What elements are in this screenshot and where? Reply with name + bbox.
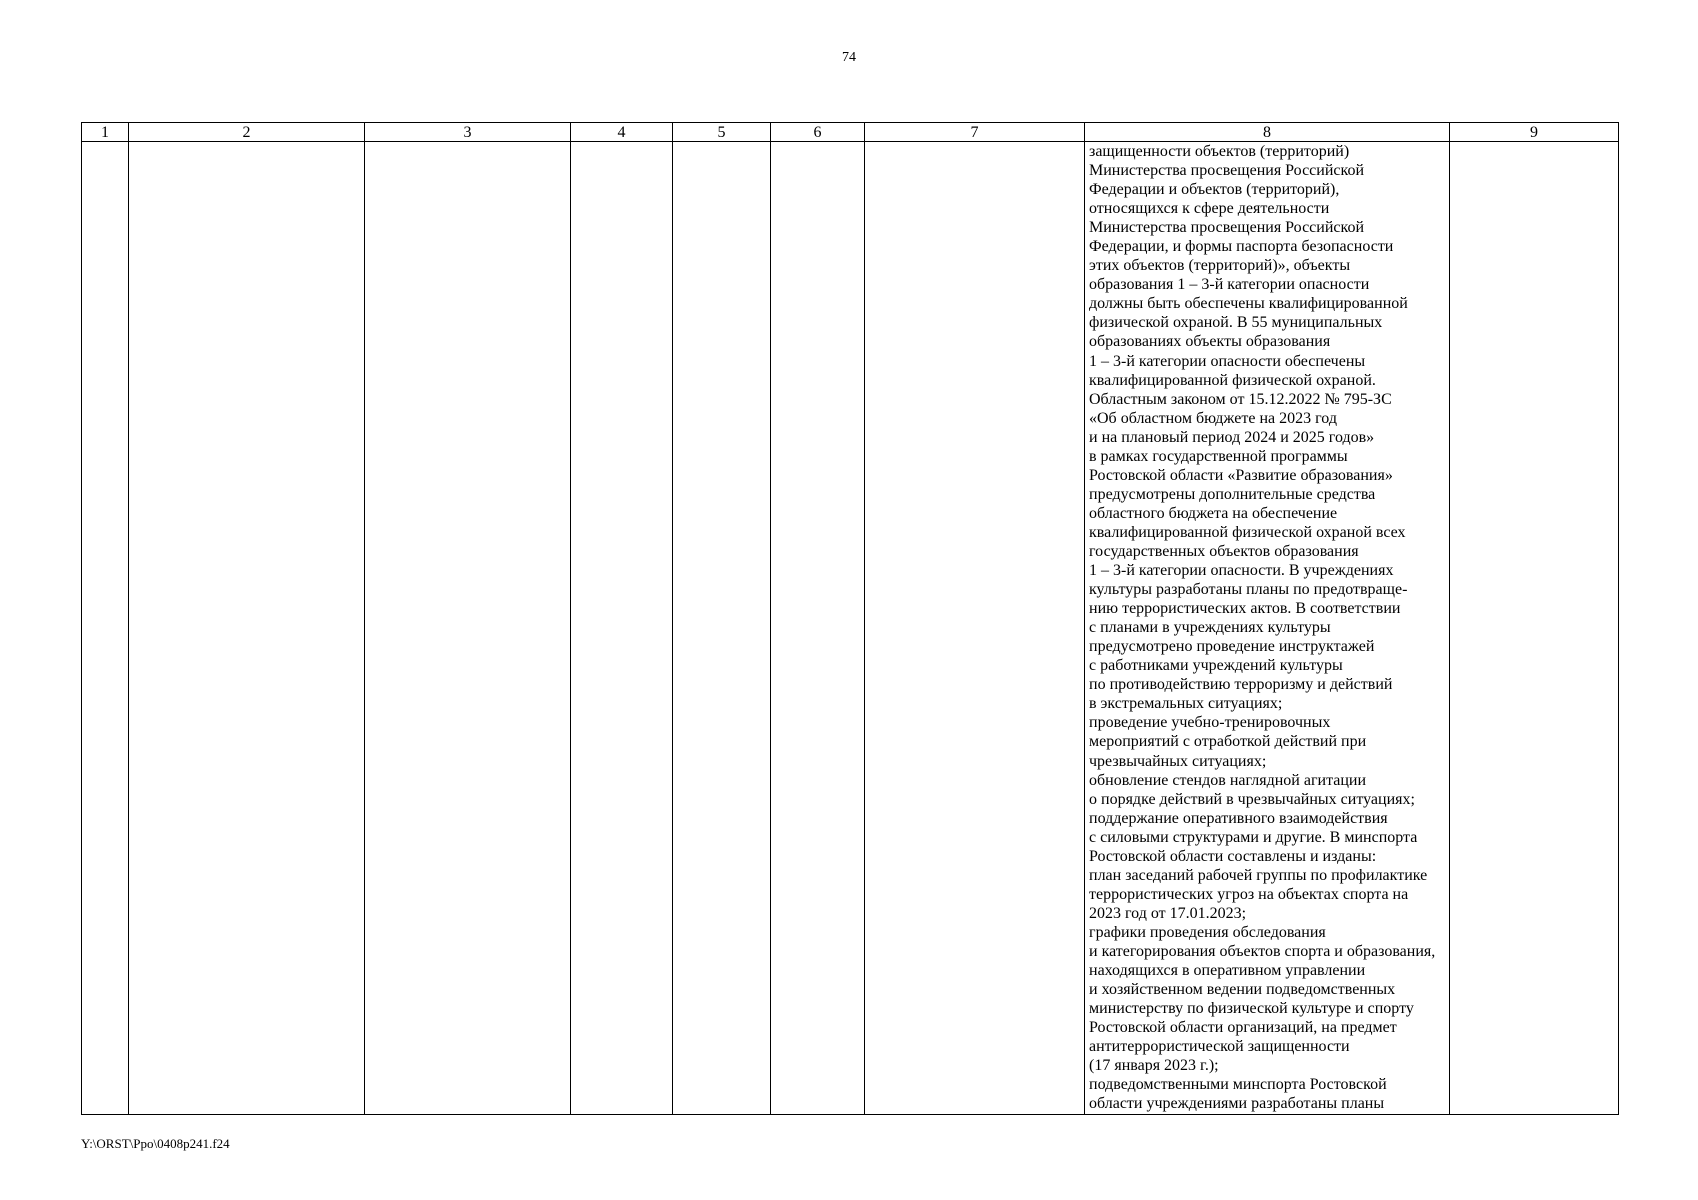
text-line: в рамках государственной программы: [1089, 447, 1348, 465]
text-line: относящихся к сфере деятельности: [1089, 200, 1330, 218]
column-header-2: 2: [129, 123, 365, 142]
text-line: предусмотрены дополнительные средства: [1089, 485, 1376, 503]
text-line: защищенности объектов (территорий): [1089, 143, 1350, 160]
text-line: по противодействию терроризму и действий: [1089, 676, 1393, 694]
column-header-7: 7: [865, 123, 1085, 142]
text-line: Федерации и объектов (территорий),: [1089, 181, 1340, 199]
column-header-6: 6: [771, 123, 865, 142]
page-number: 74: [842, 50, 856, 65]
text-line: и категорирования объектов спорта и образования,: [1089, 942, 1436, 960]
table-header-row: [82, 123, 1619, 142]
text-line: Ростовской области составлены и изданы:: [1089, 847, 1377, 865]
text-line: областного бюджета на обеспечение: [1089, 504, 1338, 522]
text-line: в экстремальных ситуациях;: [1089, 695, 1283, 713]
cell-col-5: [673, 142, 771, 1115]
text-line: государственных объектов образования: [1089, 542, 1359, 560]
text-line: 2023 год от 17.01.2023;: [1089, 904, 1247, 922]
text-line: (17 января 2023 г.);: [1089, 1057, 1219, 1075]
text-line: проведение учебно-тренировочных: [1089, 714, 1331, 732]
text-line: антитеррористической защищенности: [1089, 1038, 1350, 1056]
text-line: этих объектов (территорий)», объекты: [1089, 257, 1351, 275]
column-header-4: 4: [571, 123, 673, 142]
text-line: мероприятий с отработкой действий при: [1089, 733, 1367, 751]
text-line: физической охраной. В 55 муниципальных: [1089, 314, 1383, 332]
text-line: с работниками учреждений культуры: [1089, 657, 1343, 675]
text-line: находящихся в оперативном управлении: [1089, 962, 1366, 980]
text-line: подведомственными минспорта Ростовской: [1089, 1076, 1387, 1094]
text-line: с планами в учреждениях культуры: [1089, 619, 1331, 637]
text-line: нию террористических актов. В соответствии: [1089, 600, 1401, 618]
text-line: террористических угроз на объектах спорта на: [1089, 885, 1409, 903]
cell-col-7: [865, 142, 1085, 1115]
column-header-9: 9: [1450, 123, 1619, 142]
text-line: и на плановый период 2024 и 2025 годов»: [1089, 428, 1375, 446]
text-line: и хозяйственном ведении подведомственных: [1089, 981, 1396, 999]
text-line: области учреждениями разработаны планы: [1089, 1095, 1385, 1113]
text-line: Ростовской области организаций, на предмет: [1089, 1019, 1397, 1037]
cell-col-1: [82, 142, 129, 1115]
text-line: квалифицированной физической охраной.: [1089, 371, 1376, 389]
column-header-1: 1: [82, 123, 129, 142]
cell-col-2: [129, 142, 365, 1115]
text-line: должны быть обеспечены квалифицированной: [1089, 295, 1408, 313]
text-line: Министерства просвещения Российской: [1089, 162, 1365, 180]
text-line: квалифицированной физической охраной всех: [1089, 523, 1406, 541]
text-line: Областным законом от 15.12.2022 № 795-ЗС: [1089, 390, 1392, 408]
text-line: Ростовской области «Развитие образования»: [1089, 466, 1393, 484]
text-line: о порядке действий в чрезвычайных ситуациях;: [1089, 790, 1415, 808]
text-line: Федерации, и формы паспорта безопасности: [1089, 238, 1394, 256]
text-line: с силовыми структурами и другие. В минспорта: [1089, 828, 1418, 846]
document-table: [81, 122, 1619, 1115]
text-line: министерству по физической культуре и спорту: [1089, 1000, 1414, 1018]
cell-col-6: [771, 142, 865, 1115]
text-line: обновление стендов наглядной агитации: [1089, 771, 1367, 789]
text-line: графики проведения обследования: [1089, 923, 1326, 941]
text-line: поддержание оперативного взаимодействия: [1089, 809, 1388, 827]
text-line: образованиях объекты образования: [1089, 333, 1331, 351]
text-line: предусмотрено проведение инструктажей: [1089, 638, 1375, 656]
cell-text-block: [1089, 142, 1449, 1113]
text-line: Министерства просвещения Российской: [1089, 219, 1365, 237]
text-line: 1 – 3-й категории опасности обеспечены: [1089, 352, 1366, 370]
text-line: образования 1 – 3-й категории опасности: [1089, 276, 1370, 294]
column-header-8: 8: [1085, 123, 1450, 142]
table-row: [82, 142, 1619, 1115]
column-header-3: 3: [365, 123, 571, 142]
footer-file-path: Y:\ORST\Ppo\0408p241.f24: [81, 1136, 230, 1151]
cell-col-9: [1450, 142, 1619, 1115]
text-line: 1 – 3-й категории опасности. В учреждениях: [1089, 562, 1394, 580]
cell-col-8-text: [1085, 142, 1450, 1115]
text-line: план заседаний рабочей группы по профилактике: [1089, 866, 1428, 884]
text-line: чрезвычайных ситуациях;: [1089, 752, 1267, 770]
column-header-5: 5: [673, 123, 771, 142]
text-line: культуры разработаны планы по предотвраще-: [1089, 581, 1408, 599]
text-line: «Об областном бюджете на 2023 год: [1089, 409, 1337, 427]
cell-col-4: [571, 142, 673, 1115]
cell-col-3: [365, 142, 571, 1115]
